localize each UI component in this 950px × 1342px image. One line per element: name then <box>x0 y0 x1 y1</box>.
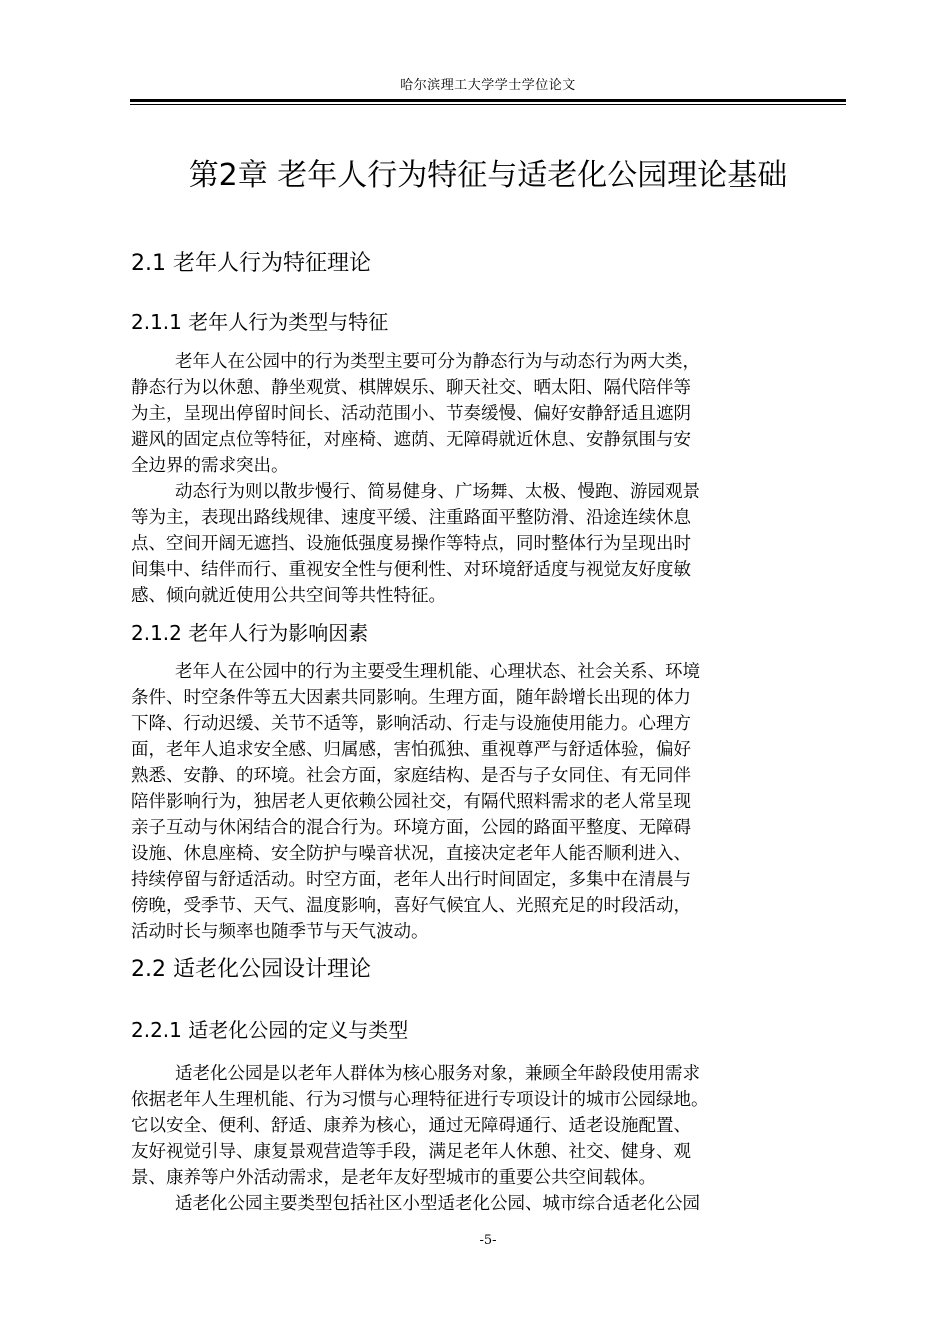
paragraph-line: 熟悉、安静、的环境。社会方面，家庭结构、是否与子女同住、有无同伴 <box>131 766 691 786</box>
paragraph-park-definition <box>131 1061 847 1191</box>
paragraph-line: 陪伴影响行为，独居老人更依赖公园社交，有隔代照料需求的老人常呈现 <box>131 792 691 812</box>
paragraph-line: 等为主，表现出路线规律、速度平缓、注重路面平整防滑、沿途连续休息 <box>131 508 691 528</box>
paragraph-line: 老年人在公园中的行为类型主要可分为静态行为与动态行为两大类， <box>175 352 700 372</box>
subsection-heading-2-1-1: 2.1.1 老年人行为类型与特征 <box>131 310 389 334</box>
paragraph-line: 全边界的需求突出。 <box>131 456 289 476</box>
header-rule-thin <box>130 104 846 105</box>
paragraph-influencing-factors <box>131 659 847 945</box>
page-number: -5- <box>479 1233 497 1248</box>
paragraph-line: 设施、休息座椅、安全防护与噪音状况，直接决定老年人能否顺利进入、 <box>131 844 691 864</box>
paragraph-line: 下降、行动迟缓、关节不适等，影响活动、行走与设施使用能力。心理方 <box>131 714 691 734</box>
paragraph-line: 它以安全、便利、舒适、康养为核心，通过无障碍通行、适老设施配置、 <box>131 1116 691 1136</box>
paragraph-line: 间集中、结伴而行、重视安全性与便利性、对环境舒适度与视觉友好度敏 <box>131 560 691 580</box>
paragraph-line: 静态行为以休憩、静坐观赏、棋牌娱乐、聊天社交、晒太阳、隔代陪伴等 <box>131 378 691 398</box>
paragraph-dynamic-behavior <box>131 479 847 609</box>
section-heading-2-2: 2.2 适老化公园设计理论 <box>131 957 371 982</box>
paragraph-line: 感、倾向就近使用公共空间等共性特征。 <box>131 586 446 606</box>
paragraph-line: 避风的固定点位等特征，对座椅、遮荫、无障碍就近休息、安静氛围与安 <box>131 430 691 450</box>
paragraph-line: 友好视觉引导、康复景观营造等手段，满足老年人休憩、社交、健身、观 <box>131 1142 691 1162</box>
running-header: 哈尔滨理工大学学士学位论文 <box>400 78 576 93</box>
paragraph-line: 持续停留与舒适活动。时空方面，老年人出行时间固定，多集中在清晨与 <box>131 870 691 890</box>
paragraph-line: 条件、时空条件等五大因素共同影响。生理方面，随年龄增长出现的体力 <box>131 688 691 708</box>
paragraph-line: 亲子互动与休闲结合的混合行为。环境方面，公园的路面平整度、无障碍 <box>131 818 691 838</box>
paragraph-line: 动态行为则以散步慢行、简易健身、广场舞、太极、慢跑、游园观景 <box>175 482 700 502</box>
chapter-title: 第2章 老年人行为特征与适老化公园理论基础 <box>188 158 788 193</box>
paragraph-line: 适老化公园是以老年人群体为核心服务对象，兼顾全年龄段使用需求 <box>175 1064 700 1084</box>
paragraph-line: 依据老年人生理机能、行为习惯与心理特征进行专项设计的城市公园绿地。 <box>131 1090 709 1110</box>
header-rule-thick <box>130 99 846 102</box>
paragraph-static-behavior <box>131 349 847 479</box>
paragraph-line: 适老化公园主要类型包括社区小型适老化公园、城市综合适老化公园 <box>175 1194 700 1214</box>
paragraph-line: 面，老年人追求安全感、归属感，害怕孤独、重视尊严与舒适体验，偏好 <box>131 740 691 760</box>
subsection-heading-2-1-2: 2.1.2 老年人行为影响因素 <box>131 621 369 645</box>
paragraph-line: 老年人在公园中的行为主要受生理机能、心理状态、社会关系、环境 <box>175 662 700 682</box>
paragraph-line: 活动时长与频率也随季节与天气波动。 <box>131 922 429 942</box>
section-heading-2-1: 2.1 老年人行为特征理论 <box>131 251 371 276</box>
paragraph-line: 为主，呈现出停留时间长、活动范围小、节奏缓慢、偏好安静舒适且遮阴 <box>131 404 691 424</box>
paragraph-park-types <box>131 1191 847 1217</box>
paragraph-line: 景、康养等户外活动需求，是老年友好型城市的重要公共空间载体。 <box>131 1168 656 1188</box>
subsection-heading-2-2-1: 2.2.1 适老化公园的定义与类型 <box>131 1018 409 1042</box>
paragraph-line: 傍晚，受季节、天气、温度影响，喜好气候宜人、光照充足的时段活动， <box>131 896 691 916</box>
paragraph-line: 点、空间开阔无遮挡、设施低强度易操作等特点，同时整体行为呈现出时 <box>131 534 691 554</box>
